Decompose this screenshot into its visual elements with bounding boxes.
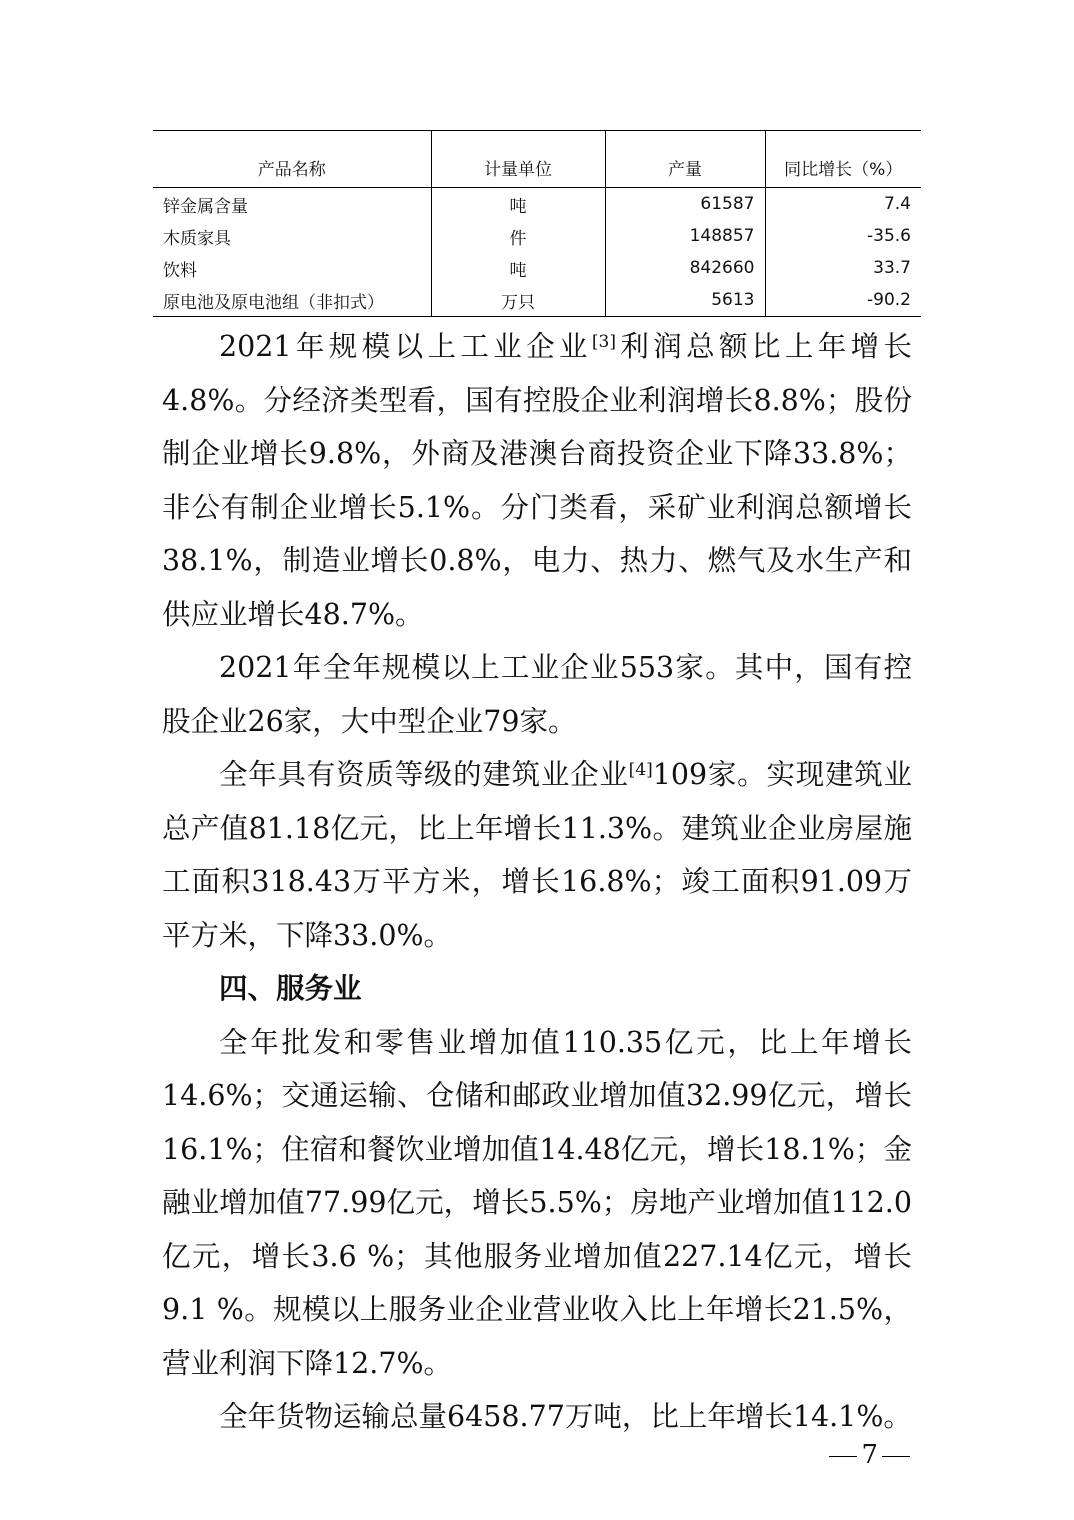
paragraph-text: 2021年规模以上工业企业 (219, 330, 592, 363)
cell-output: 5613 (605, 284, 765, 317)
page-number (825, 1440, 914, 1470)
header-output: 产量 (605, 131, 765, 188)
cell-growth: 33.7 (765, 252, 921, 284)
cell-unit: 吨 (431, 252, 605, 284)
footnote-ref: [4] (628, 760, 653, 780)
product-output-table (153, 130, 921, 317)
table-row (153, 220, 921, 252)
paragraph-enterprise-count: 2021年全年规模以上工业企业553家。其中，国有控股企业26家，大中型企业79家。 (162, 651, 912, 738)
paragraph-construction (162, 748, 912, 962)
section-heading-services: 四、服务业 (219, 971, 362, 1005)
cell-unit: 吨 (431, 188, 605, 221)
table-row (153, 252, 921, 284)
cell-output: 148857 (605, 220, 765, 252)
paragraph-industrial-profit (162, 320, 912, 641)
cell-output: 842660 (605, 252, 765, 284)
cell-unit: 件 (431, 220, 605, 252)
page-number-dash-right (882, 1456, 910, 1457)
cell-growth: -35.6 (765, 220, 921, 252)
table-row (153, 284, 921, 317)
cell-output: 61587 (605, 188, 765, 221)
cell-unit: 万只 (431, 284, 605, 317)
cell-growth: -90.2 (765, 284, 921, 317)
table-header-row (153, 131, 921, 188)
cell-growth: 7.4 (765, 188, 921, 221)
header-product-name: 产品名称 (153, 131, 431, 188)
paragraph-text: 全年具有资质等级的建筑业企业 (219, 758, 629, 791)
table-row (153, 188, 921, 221)
footnote-ref: [3] (591, 332, 616, 352)
paragraph-text: 利润总额比上年增长4.8%。分经济类型看，国有控股企业利润增长8.8%；股份制企业增长9.8%，外商及港澳台商投资企业下降33.8%；非公有制企业增长5.1%。分门类看，采矿业利润总额增长38.1%，制造业增长0.8%，电力、热力、燃气及水生产和供应业增长48.7%。 (162, 330, 912, 631)
paragraph-freight: 全年货物运输总量6458.77万吨，比上年增长14.1%。 (219, 1400, 912, 1433)
cell-product-name: 原电池及原电池组（非扣式） (163, 292, 384, 313)
page-number-dash-left (829, 1456, 857, 1457)
paragraph-text: 109家。实现建筑业总产值81.18亿元，比上年增长11.3%。建筑业企业房屋施工面积318.43万平方米，增长16.8%；竣工面积91.09万平方米，下降33.0%。 (162, 758, 912, 952)
document-body (162, 320, 912, 1444)
header-growth: 同比增长（%） (765, 131, 921, 188)
header-unit: 计量单位 (431, 131, 605, 188)
cell-product-name: 饮料 (163, 260, 197, 281)
page-number-value: 7 (861, 1440, 878, 1470)
paragraph-services-value-added: 全年批发和零售业增加值110.35亿元，比上年增长14.6%；交通运输、仓储和邮政业增加值32.99亿元，增长16.1%；住宿和餐饮业增加值14.48亿元，增长18.1%；金融业增加值77.99亿元，增长5.5%；房地产业增加值112.0亿元，增长3.6 %；其他服务业增加值227.14亿元，增长9.1 %。规模以上服务业企业营业收入比上年增长21.5%，营业利润下降12.7%。 (162, 1025, 912, 1380)
cell-product-name: 木质家具 (163, 228, 231, 249)
cell-product-name: 锌金属含量 (163, 196, 248, 217)
